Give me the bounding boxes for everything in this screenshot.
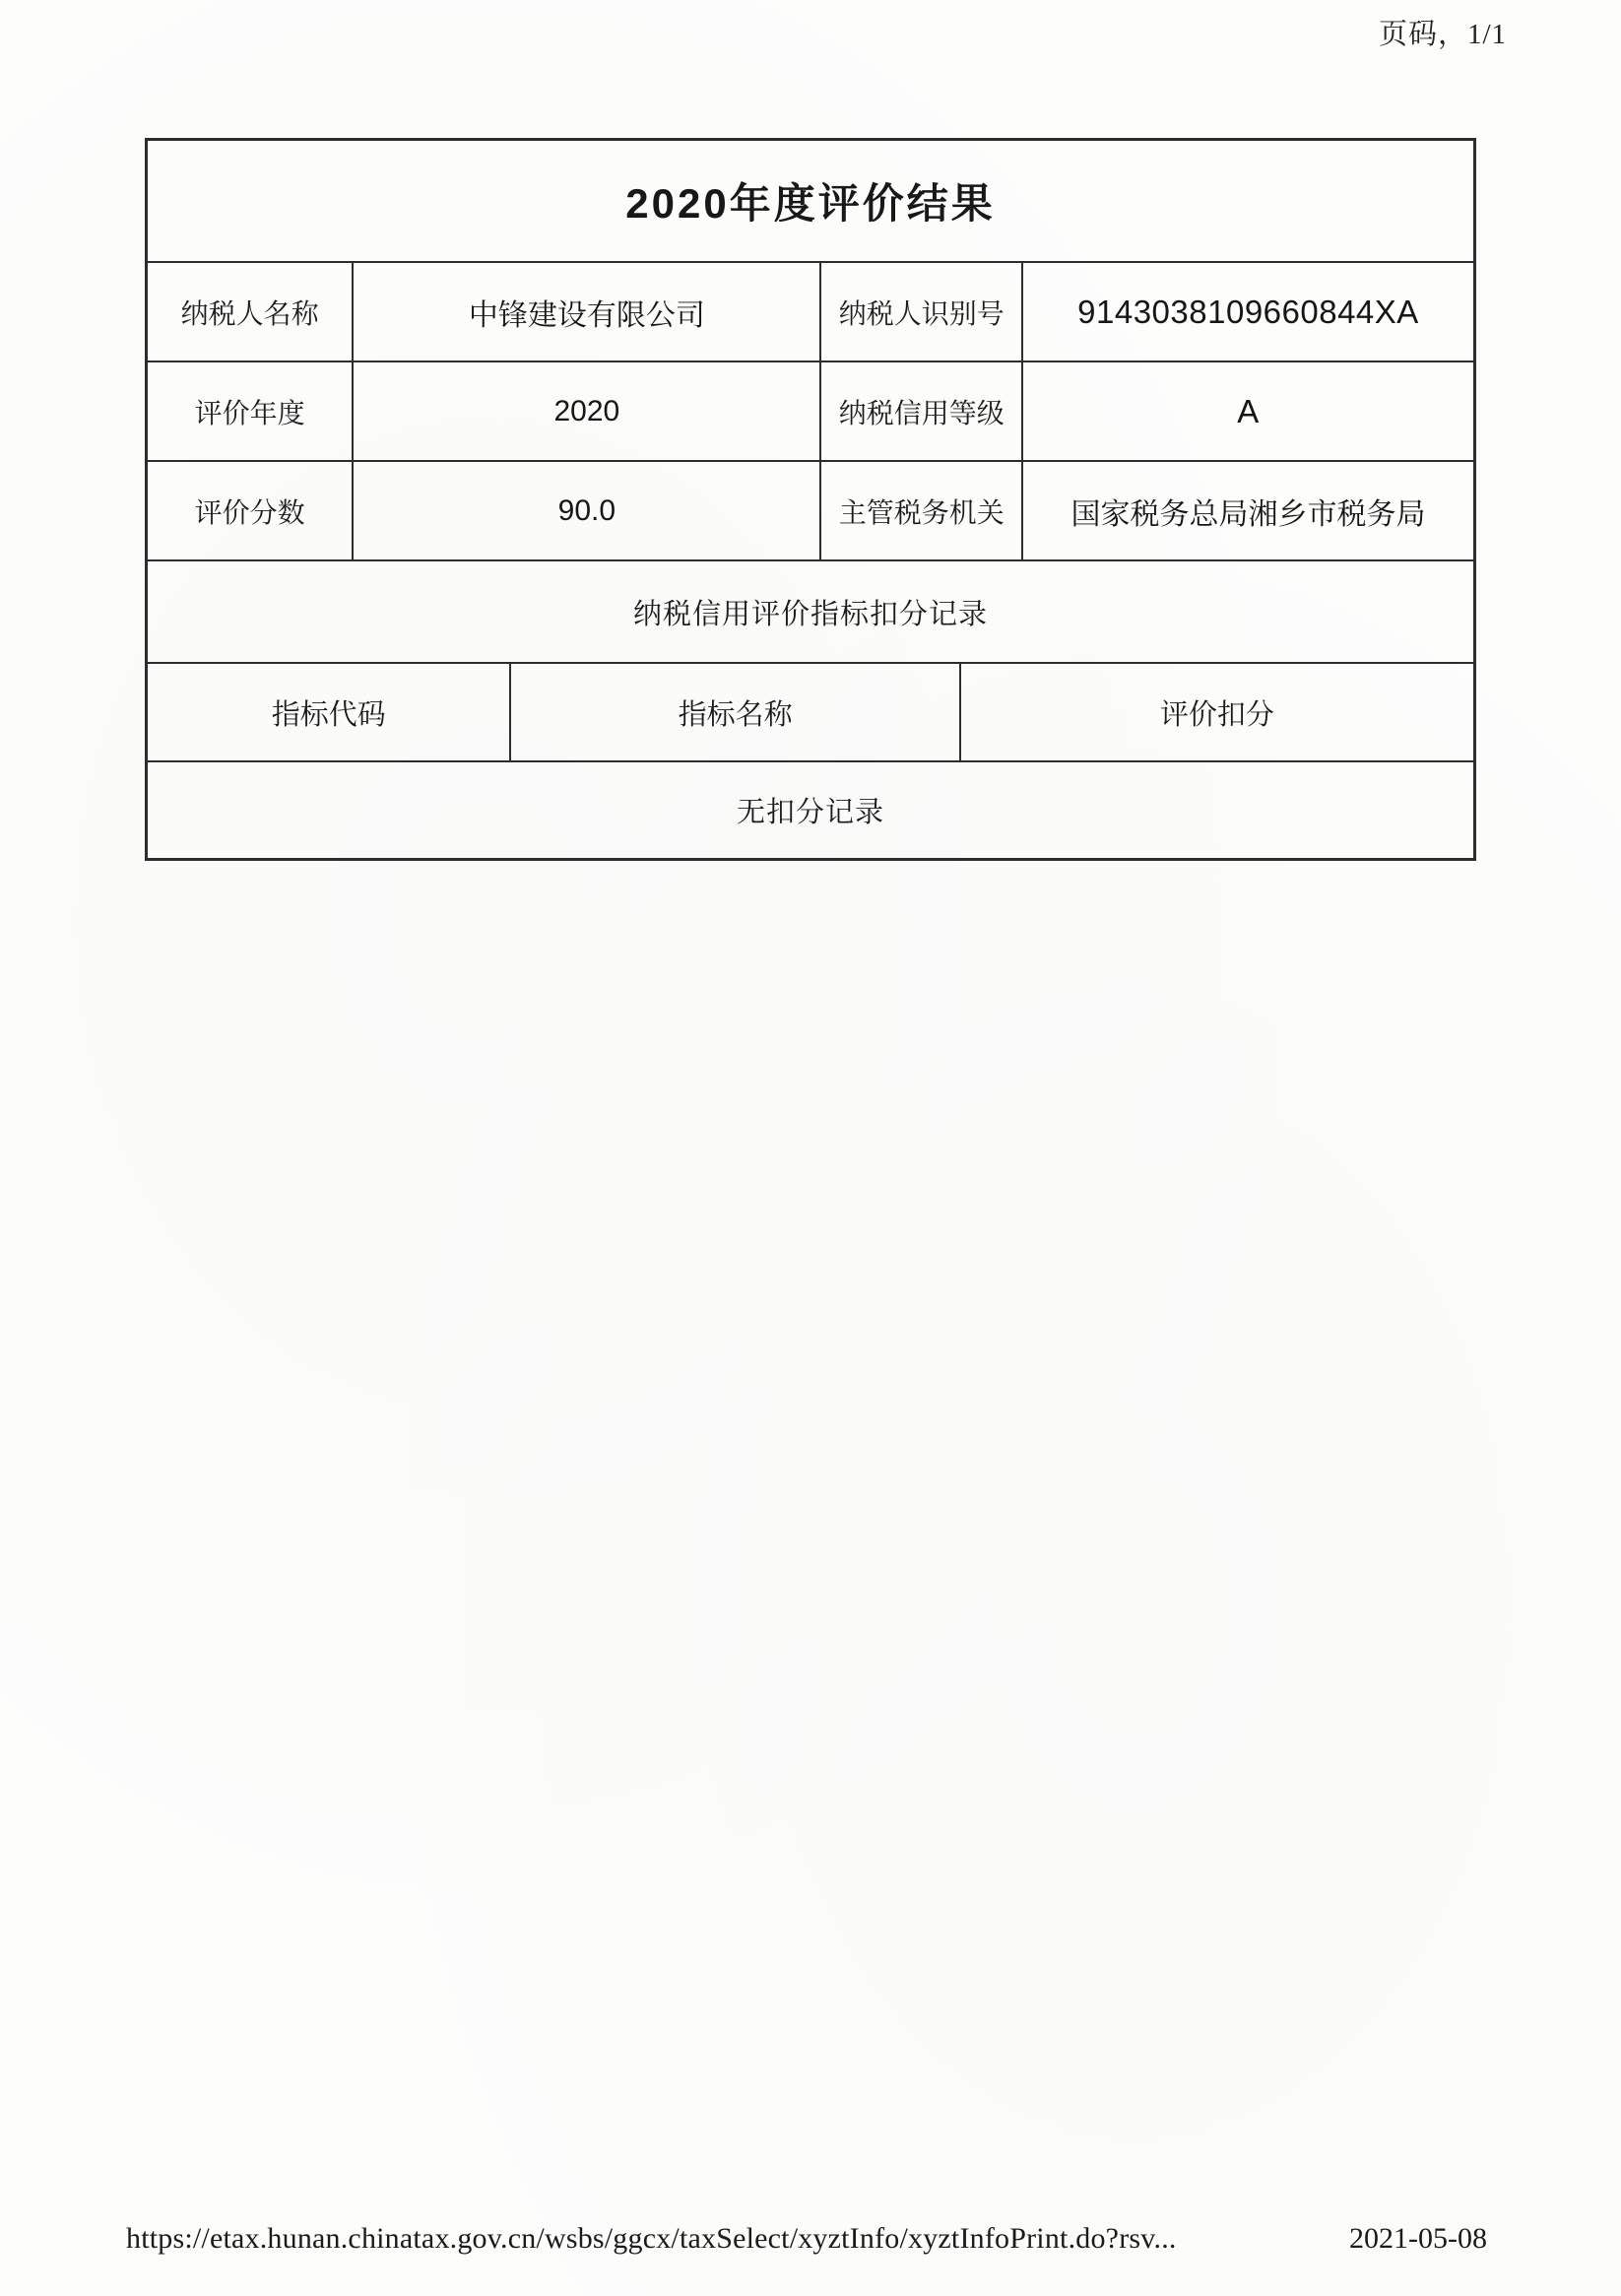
taxpayer-name-value: 中锋建设有限公司 [352, 263, 819, 361]
tax-authority-label: 主管税务机关 [819, 462, 1021, 559]
table-row-year [148, 361, 1473, 460]
evaluation-year-label: 评价年度 [194, 397, 305, 428]
taxpayer-name-label: 纳税人名称 [180, 297, 319, 329]
evaluation-result-table [145, 138, 1476, 861]
table-row-taxpayer [148, 261, 1473, 361]
deduction-columns-header-row [148, 662, 1473, 760]
evaluation-score-label: 评价分数 [194, 496, 305, 528]
deduction-record-section-title: 纳税信用评价指标扣分记录 [632, 598, 988, 630]
taxpayer-id-value: 9143038109660844XA [1021, 263, 1473, 361]
no-deduction-record-row [148, 760, 1473, 858]
print-footer [126, 2222, 1487, 2256]
credit-rating-value: A [1021, 362, 1473, 460]
footer-url: https://etax.hunan.chinatax.gov.cn/wsbs/ggcx/taxSelect/xyztInfo/xyztInfoPrint.do?rsv... [126, 2222, 1177, 2255]
evaluation-year-value: 2020 [352, 362, 819, 460]
footer-date: 2021-05-08 [1349, 2222, 1487, 2255]
no-deduction-record-text: 无扣分记录 [736, 797, 884, 828]
deduction-record-section-row [148, 559, 1473, 662]
evaluation-score-value: 90.0 [352, 462, 819, 559]
indicator-name-column-header: 指标名称 [509, 664, 958, 760]
credit-rating-label: 纳税信用等级 [819, 362, 1021, 460]
tax-authority-value: 国家税务总局湘乡市税务局 [1021, 462, 1473, 559]
page-number: 页码，1/1 [1378, 19, 1507, 50]
taxpayer-id-label: 纳税人识别号 [819, 263, 1021, 361]
table-title: 2020年度评价结果 [625, 180, 996, 227]
table-title-row [148, 141, 1473, 261]
table-row-score [148, 460, 1473, 559]
deduction-points-column-header: 评价扣分 [959, 664, 1473, 760]
indicator-code-column-header: 指标代码 [271, 698, 386, 731]
